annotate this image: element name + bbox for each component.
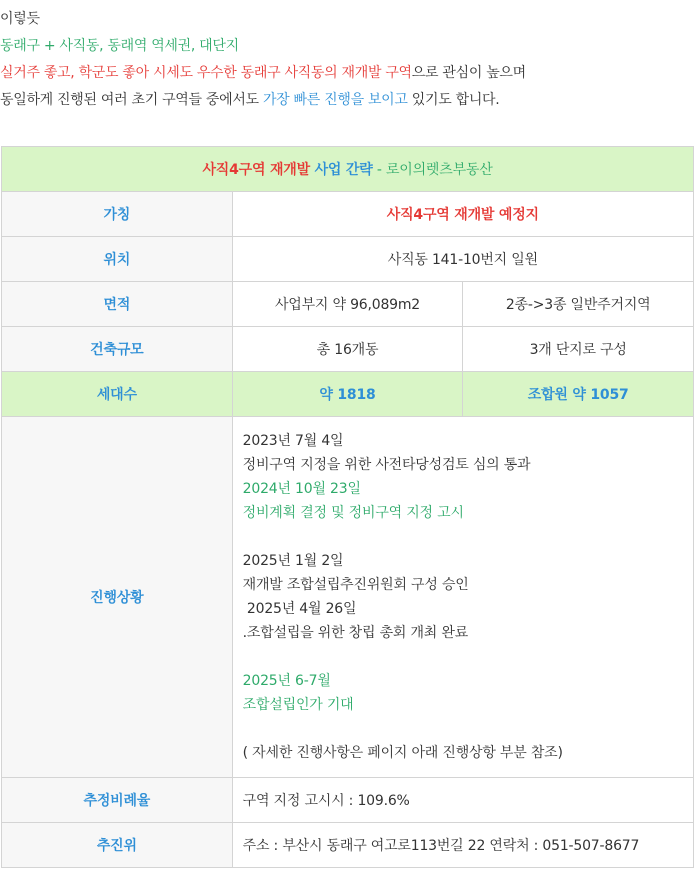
- row-value-area-1: 사업부지 약 96,089m2: [232, 282, 463, 327]
- row-value-area-2: 2종->3종 일반주거지역: [463, 282, 694, 327]
- progress-line: 재개발 조합설립추진위원회 구성 승인: [242, 577, 469, 593]
- row-label-scale: 건축규모: [2, 327, 233, 372]
- row-label-ratio: 추정비례율: [2, 778, 233, 823]
- row-label-committee: 추진위: [2, 823, 233, 868]
- table-row: [2, 823, 694, 868]
- table-row: [2, 237, 694, 282]
- row-label-value: 가칭: [2, 192, 233, 237]
- row-value-scale-1: 총 16개동: [232, 327, 463, 372]
- table-row: [2, 282, 694, 327]
- row-value-location: 사직동 141-10번지 일원: [232, 237, 693, 282]
- table-header: [2, 147, 694, 192]
- intro-line-4-end: 있기도 합니다.: [407, 92, 500, 108]
- header-title-blue: 사업 간략: [314, 162, 373, 178]
- row-label-area: 면적: [2, 282, 233, 327]
- header-title-red: 사직4구역 재개발: [202, 162, 315, 178]
- intro-line-1: 이렇듯: [0, 11, 40, 27]
- row-value-progress: [232, 417, 693, 778]
- progress-line: 2025년 4월 26일: [242, 601, 357, 617]
- row-label-households: 세대수: [2, 372, 233, 417]
- progress-line: 조합설립인가 기대: [242, 697, 354, 713]
- table-row: [2, 327, 694, 372]
- table-row-highlight: [2, 372, 694, 417]
- table-row: [2, 192, 694, 237]
- progress-line: ( 자세한 진행사항은 페이지 아래 진행상항 부분 참조): [242, 745, 563, 761]
- progress-line: 정비계획 결정 및 정비구역 지정 고시: [242, 505, 464, 521]
- summary-table: [1, 146, 694, 868]
- intro-line-3: [0, 60, 695, 87]
- row-label-progress: 진행상황: [2, 417, 233, 778]
- intro-line-3-highlight: 실거주 좋고, 학군도 좋아 시세도 우수한 동래구 사직동의 재개발 구역: [0, 65, 412, 81]
- progress-line: 2025년 1월 2일: [242, 553, 344, 569]
- progress-line: 정비구역 지정을 위한 사전타당성검토 심의 통과: [242, 457, 531, 473]
- row-label-location: 위치: [2, 237, 233, 282]
- intro-line-2: 동래구 + 사직동, 동래역 역세권, 대단지: [0, 38, 239, 54]
- intro-line-4-highlight: 가장 빠른 진행을 보이고: [262, 92, 408, 108]
- header-title-green: 로이의렛츠부동산: [385, 162, 493, 178]
- table-row: [2, 778, 694, 823]
- progress-line: 2023년 7월 4일: [242, 433, 344, 449]
- table-row: [2, 417, 694, 778]
- row-value-ratio: 구역 지정 고시시 : 109.6%: [232, 778, 693, 823]
- progress-line: .조합설립을 위한 창립 총회 개최 완료: [242, 625, 469, 641]
- row-value-scale-2: 3개 단지로 구성: [463, 327, 694, 372]
- row-value-committee: 주소 : 부산시 동래구 여고로113번길 22 연락처 : 051-507-8677: [232, 823, 693, 868]
- intro-line-4-start: 동일하게 진행된 여러 초기 구역들 중에서도: [0, 92, 263, 108]
- header-title-sep: -: [372, 162, 386, 178]
- progress-line: [243, 525, 683, 549]
- row-value-households-2: 조합원 약 1057: [463, 372, 694, 417]
- progress-line: 2024년 10월 23일: [242, 481, 361, 497]
- progress-line: [243, 717, 683, 741]
- intro-line-4: [0, 87, 695, 114]
- table-header-row: [2, 147, 694, 192]
- row-value-households-1: 약 1818: [232, 372, 463, 417]
- progress-line: 2025년 6-7월: [242, 673, 331, 689]
- progress-line: [243, 645, 683, 669]
- row-value-value: 사직4구역 재개발 예정지: [232, 192, 693, 237]
- intro-line-3-rest: 으로 관심이 높으며: [411, 65, 526, 81]
- intro-text: [0, 0, 695, 114]
